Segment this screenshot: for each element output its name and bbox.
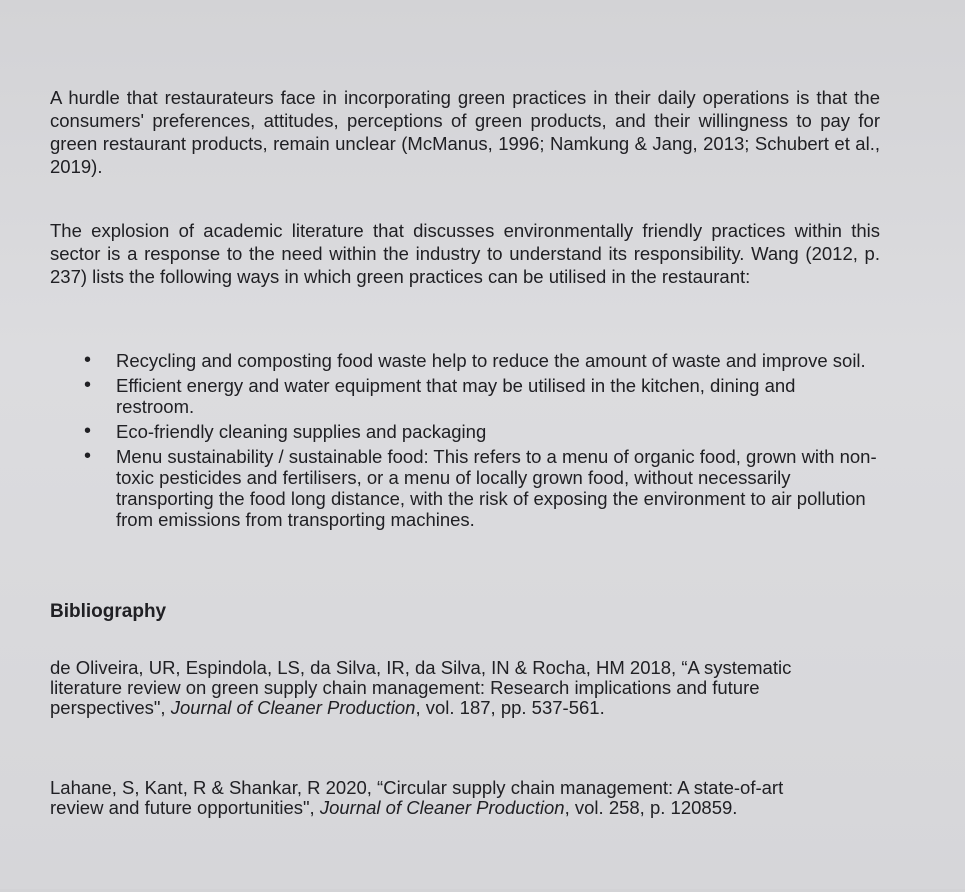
paragraph-literature: The explosion of academic literature that discusses environmentally friendly practices within this sector is a response to the need within the industry to understand its responsibility. Wang (2012, p. 237) lists the following ways in which green practices can be utilised in the restaurant:: [50, 220, 880, 287]
reference-text: de Oliveira, UR, Espindola, LS, da Silva, IR, da Silva, IN & Rocha, HM 2018, “A systematic literature review on green supply chain management: Research implications and future perspectives",: [50, 657, 792, 718]
bullet-icon: •: [84, 420, 92, 442]
bullet-icon: •: [84, 374, 92, 396]
bibliography-heading: Bibliography: [50, 601, 167, 622]
bullet-icon: •: [84, 349, 92, 371]
list-item-text: Recycling and composting food waste help to reduce the amount of waste and improve soil.: [116, 350, 866, 371]
list-item: [78, 446, 878, 530]
list-item-text: Eco-friendly cleaning supplies and packaging: [116, 421, 487, 442]
list-item: [78, 421, 878, 442]
reference-suffix: , vol. 258, p. 120859.: [564, 797, 738, 818]
list-item: [78, 375, 878, 417]
list-item: [78, 350, 878, 371]
reference-journal: Journal of Cleaner Production: [170, 697, 416, 718]
cut-off-line: [50, 872, 910, 892]
reference-journal: Journal of Cleaner Production: [319, 797, 565, 818]
reference-entry: [50, 778, 830, 818]
bullet-icon: •: [84, 445, 92, 467]
green-practices-list: [78, 350, 878, 534]
reference-entry: [50, 658, 830, 718]
reference-suffix: , vol. 187, pp. 537-561.: [415, 697, 605, 718]
list-item-text: Menu sustainability / sustainable food: This refers to a menu of organic food, grown with non-toxic pesticides and fertilisers, or a menu of locally grown food, without necessarily transporting the food long distance, with the risk of exposing the environment to air pollution from emissions from transporting machines.: [116, 446, 877, 530]
reference-text: Lahane, S, Kant, R & Shankar, R 2020, “Circular supply chain management: A state-of-art review and future opportunities",: [50, 777, 784, 818]
list-item-text: Efficient energy and water equipment that may be utilised in the kitchen, dining and restroom.: [116, 375, 796, 417]
paragraph-intro: A hurdle that restaurateurs face in incorporating green practices in their daily operations is that the consumers' preferences, attitudes, perceptions of green products, and their willingness to pay for green restaurant products, remain unclear (McManus, 1996; Namkung & Jang, 2013; Schubert et al., 2019).: [50, 87, 880, 177]
